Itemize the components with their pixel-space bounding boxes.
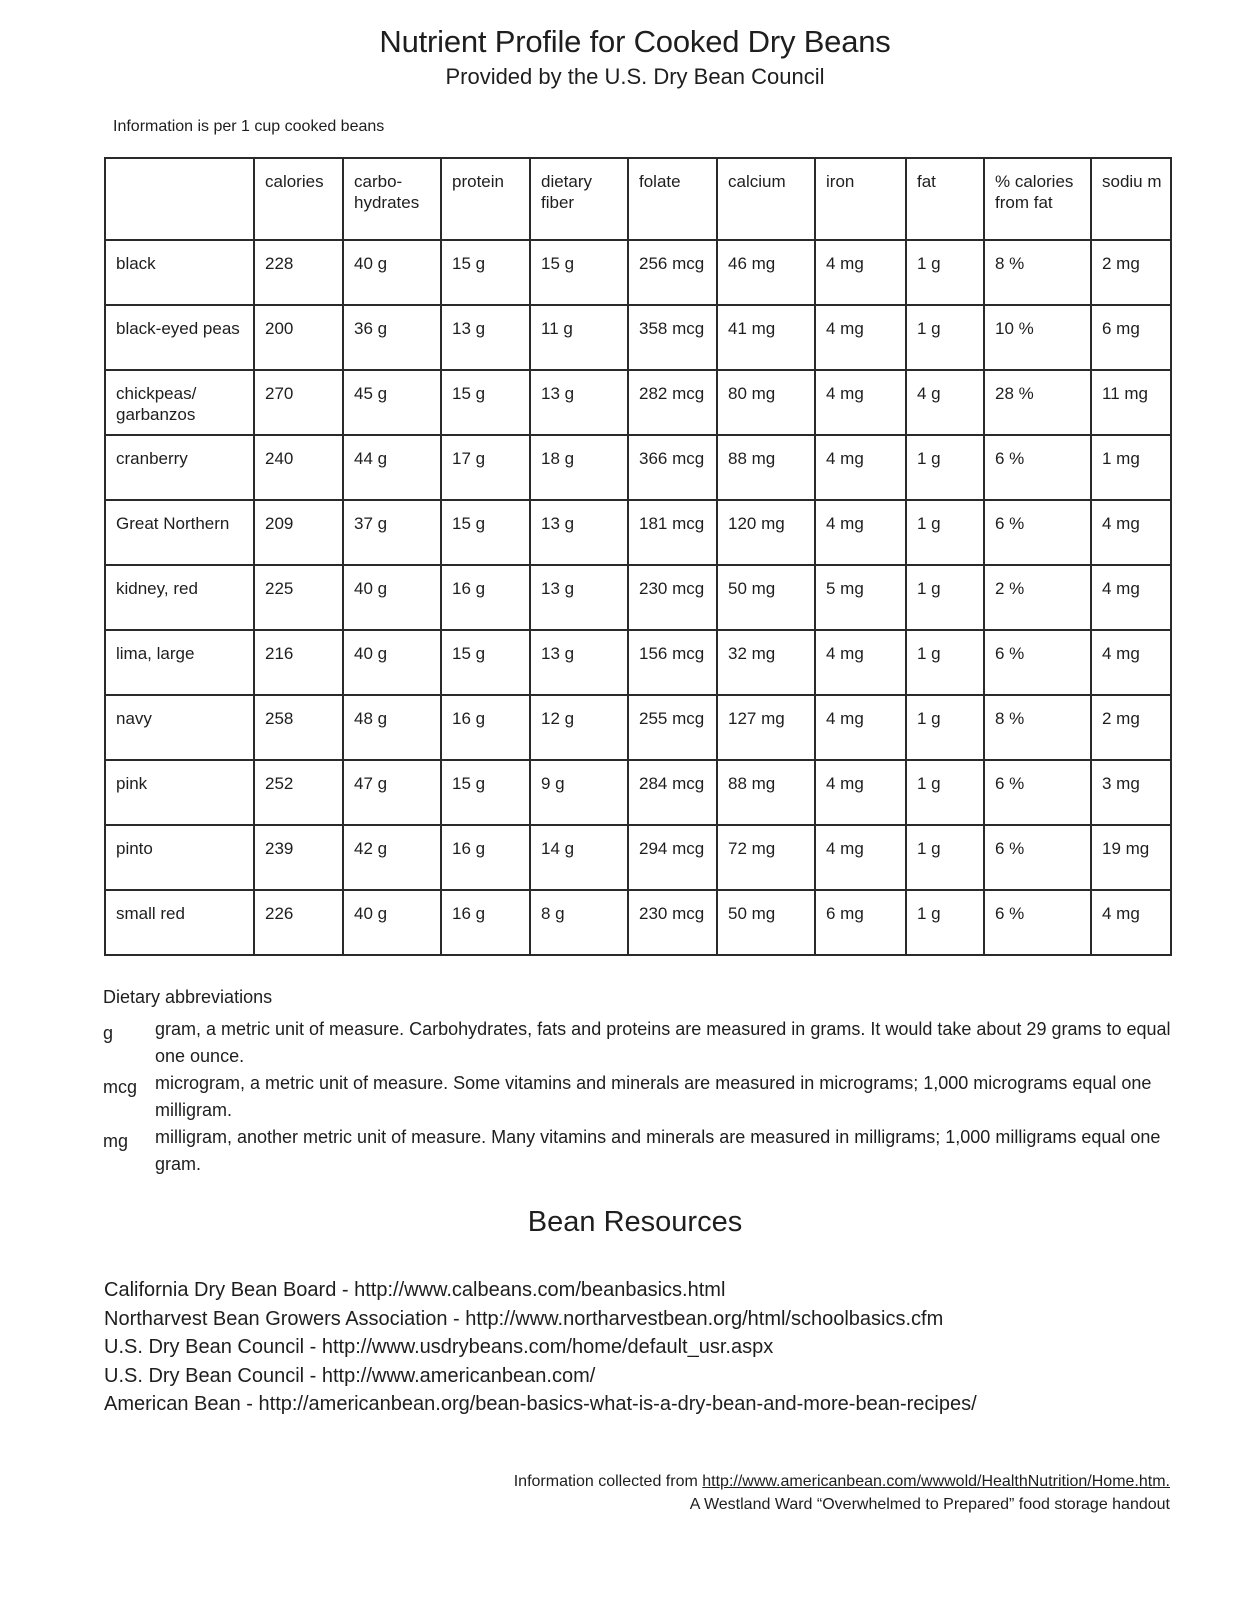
bean-name-cell: small red bbox=[105, 890, 254, 955]
nutrient-value-cell: 13 g bbox=[530, 500, 628, 565]
nutrient-value-cell: 72 mg bbox=[717, 825, 815, 890]
resource-link[interactable]: Northarvest Bean Growers Association - http://www.northarvestbean.org/html/schoolbasics.cfm bbox=[104, 1307, 944, 1330]
nutrient-value-cell: 4 mg bbox=[815, 240, 906, 305]
nutrient-value-cell: 6 % bbox=[984, 760, 1091, 825]
abbreviations-list bbox=[103, 1016, 1173, 1178]
nutrient-value-cell: 2 mg bbox=[1091, 240, 1171, 305]
handout-credit: A Westland Ward “Overwhelmed to Prepared” food storage handout bbox=[689, 1496, 1170, 1513]
resource-link[interactable]: U.S. Dry Bean Council - http://www.americanbean.com/ bbox=[104, 1364, 596, 1387]
nutrient-value-cell: 127 mg bbox=[717, 695, 815, 760]
column-header: folate bbox=[628, 158, 717, 240]
table-row bbox=[105, 890, 1171, 955]
nutrient-table bbox=[104, 157, 1172, 956]
nutrient-value-cell: 12 g bbox=[530, 695, 628, 760]
table-body bbox=[105, 240, 1171, 955]
nutrient-value-cell: 181 mcg bbox=[628, 500, 717, 565]
nutrient-value-cell: 4 mg bbox=[815, 435, 906, 500]
nutrient-value-cell: 1 g bbox=[906, 825, 984, 890]
abbreviation-item bbox=[103, 1016, 1173, 1070]
resources-list bbox=[104, 1276, 977, 1419]
nutrient-value-cell: 1 g bbox=[906, 630, 984, 695]
abbreviations-heading: Dietary abbreviations bbox=[103, 987, 273, 1007]
nutrient-value-cell: 5 mg bbox=[815, 565, 906, 630]
column-header: dietary fiber bbox=[530, 158, 628, 240]
bean-name-cell: kidney, red bbox=[105, 565, 254, 630]
resources-heading: Bean Resources bbox=[527, 1206, 743, 1238]
table-row bbox=[105, 760, 1171, 825]
source-prefix: Information collected from bbox=[513, 1473, 703, 1490]
nutrient-value-cell: 2 % bbox=[984, 565, 1091, 630]
resource-link[interactable]: California Dry Bean Board - http://www.calbeans.com/beanbasics.html bbox=[104, 1279, 726, 1301]
nutrient-value-cell: 6 % bbox=[984, 630, 1091, 695]
nutrient-value-cell: 1 g bbox=[906, 435, 984, 500]
nutrient-value-cell: 88 mg bbox=[717, 435, 815, 500]
nutrient-value-cell: 13 g bbox=[530, 565, 628, 630]
nutrient-value-cell: 156 mcg bbox=[628, 630, 717, 695]
nutrient-value-cell: 15 g bbox=[441, 760, 530, 825]
nutrient-value-cell: 37 g bbox=[343, 500, 441, 565]
nutrient-value-cell: 4 g bbox=[906, 370, 984, 435]
nutrient-value-cell: 209 bbox=[254, 500, 343, 565]
nutrient-value-cell: 28 % bbox=[984, 370, 1091, 435]
resource-link[interactable]: U.S. Dry Bean Council - http://www.usdrybeans.com/home/default_usr.aspx bbox=[104, 1336, 774, 1358]
column-header: calories bbox=[254, 158, 343, 240]
column-header: calcium bbox=[717, 158, 815, 240]
nutrient-value-cell: 120 mg bbox=[717, 500, 815, 565]
nutrient-value-cell: 270 bbox=[254, 370, 343, 435]
table-row bbox=[105, 370, 1171, 435]
nutrient-value-cell: 16 g bbox=[441, 825, 530, 890]
nutrient-value-cell: 4 mg bbox=[815, 370, 906, 435]
table-row bbox=[105, 500, 1171, 565]
nutrient-value-cell: 42 g bbox=[343, 825, 441, 890]
source-credit bbox=[514, 1470, 1170, 1493]
nutrient-value-cell: 16 g bbox=[441, 565, 530, 630]
nutrient-value-cell: 200 bbox=[254, 305, 343, 370]
nutrient-value-cell: 1 g bbox=[906, 890, 984, 955]
nutrient-value-cell: 239 bbox=[254, 825, 343, 890]
nutrient-value-cell: 1 g bbox=[906, 240, 984, 305]
table-row bbox=[105, 630, 1171, 695]
bean-name-cell: cranberry bbox=[105, 435, 254, 500]
nutrient-value-cell: 50 mg bbox=[717, 890, 815, 955]
column-header: sodiu m bbox=[1091, 158, 1171, 240]
nutrient-value-cell: 45 g bbox=[343, 370, 441, 435]
nutrient-value-cell: 40 g bbox=[343, 630, 441, 695]
nutrient-value-cell: 13 g bbox=[441, 305, 530, 370]
nutrient-value-cell: 13 g bbox=[530, 630, 628, 695]
nutrient-value-cell: 8 % bbox=[984, 695, 1091, 760]
nutrient-value-cell: 230 mcg bbox=[628, 565, 717, 630]
footer bbox=[514, 1470, 1170, 1516]
table-row bbox=[105, 435, 1171, 500]
nutrient-value-cell: 9 g bbox=[530, 760, 628, 825]
nutrient-value-cell: 14 g bbox=[530, 825, 628, 890]
abbreviation-item bbox=[103, 1124, 1173, 1178]
nutrient-value-cell: 2 mg bbox=[1091, 695, 1171, 760]
abbreviation-definition: microgram, a metric unit of measure. Some vitamins and minerals are measured in micrograms; 1,000 micrograms equal one milligram. bbox=[155, 1073, 1152, 1120]
nutrient-value-cell: 216 bbox=[254, 630, 343, 695]
nutrient-value-cell: 4 mg bbox=[815, 305, 906, 370]
nutrient-value-cell: 228 bbox=[254, 240, 343, 305]
nutrient-value-cell: 15 g bbox=[441, 240, 530, 305]
bean-name-cell: pinto bbox=[105, 825, 254, 890]
bean-name-cell: navy bbox=[105, 695, 254, 760]
abbreviation-term: g bbox=[103, 1023, 114, 1043]
table-row bbox=[105, 695, 1171, 760]
nutrient-value-cell: 366 mcg bbox=[628, 435, 717, 500]
nutrient-value-cell: 230 mcg bbox=[628, 890, 717, 955]
nutrient-value-cell: 4 mg bbox=[815, 760, 906, 825]
abbreviation-term: mcg bbox=[103, 1077, 138, 1097]
nutrient-value-cell: 255 mcg bbox=[628, 695, 717, 760]
nutrient-value-cell: 6 % bbox=[984, 435, 1091, 500]
nutrient-value-cell: 48 g bbox=[343, 695, 441, 760]
nutrient-value-cell: 11 g bbox=[530, 305, 628, 370]
serving-note: Information is per 1 cup cooked beans bbox=[113, 118, 385, 135]
bean-name-cell: lima, large bbox=[105, 630, 254, 695]
nutrient-value-cell: 41 mg bbox=[717, 305, 815, 370]
abbreviation-definition: gram, a metric unit of measure. Carbohydrates, fats and proteins are measured in grams. It would take about 29 grams to equal one ounce. bbox=[155, 1019, 1171, 1066]
nutrient-value-cell: 16 g bbox=[441, 695, 530, 760]
source-link[interactable]: http://www.americanbean.com/wwwold/HealthNutrition/Home.htm. bbox=[702, 1473, 1170, 1490]
bean-name-cell: chickpeas/ garbanzos bbox=[105, 370, 254, 435]
nutrient-value-cell: 47 g bbox=[343, 760, 441, 825]
column-header-bean bbox=[105, 158, 254, 240]
nutrient-value-cell: 358 mcg bbox=[628, 305, 717, 370]
nutrient-value-cell: 46 mg bbox=[717, 240, 815, 305]
nutrient-value-cell: 1 g bbox=[906, 305, 984, 370]
nutrient-value-cell: 1 g bbox=[906, 565, 984, 630]
nutrient-value-cell: 4 mg bbox=[815, 825, 906, 890]
nutrient-value-cell: 252 bbox=[254, 760, 343, 825]
nutrient-value-cell: 3 mg bbox=[1091, 760, 1171, 825]
nutrient-value-cell: 40 g bbox=[343, 565, 441, 630]
table-row bbox=[105, 825, 1171, 890]
nutrient-value-cell: 1 g bbox=[906, 695, 984, 760]
nutrient-value-cell: 36 g bbox=[343, 305, 441, 370]
nutrient-value-cell: 240 bbox=[254, 435, 343, 500]
table-row bbox=[105, 565, 1171, 630]
bean-name-cell: Great Northern bbox=[105, 500, 254, 565]
column-header: % calories from fat bbox=[984, 158, 1091, 240]
nutrient-value-cell: 16 g bbox=[441, 890, 530, 955]
nutrient-value-cell: 4 mg bbox=[815, 500, 906, 565]
nutrient-value-cell: 11 mg bbox=[1091, 370, 1171, 435]
column-header: protein bbox=[441, 158, 530, 240]
page-title: Nutrient Profile for Cooked Dry Beans bbox=[379, 24, 891, 59]
page-subtitle: Provided by the U.S. Dry Bean Council bbox=[445, 64, 825, 89]
nutrient-value-cell: 50 mg bbox=[717, 565, 815, 630]
abbreviation-definition: milligram, another metric unit of measure. Many vitamins and minerals are measured in milligrams; 1,000 milligrams equal one gram. bbox=[155, 1127, 1161, 1174]
nutrient-value-cell: 8 % bbox=[984, 240, 1091, 305]
nutrient-value-cell: 6 % bbox=[984, 890, 1091, 955]
nutrient-value-cell: 17 g bbox=[441, 435, 530, 500]
column-header: carbo- hydrates bbox=[343, 158, 441, 240]
bean-name-cell: black-eyed peas bbox=[105, 305, 254, 370]
resource-link[interactable]: American Bean - http://americanbean.org/bean-basics-what-is-a-dry-bean-and-more-bean-recipes/ bbox=[104, 1393, 977, 1415]
nutrient-value-cell: 284 mcg bbox=[628, 760, 717, 825]
nutrient-value-cell: 225 bbox=[254, 565, 343, 630]
nutrient-value-cell: 13 g bbox=[530, 370, 628, 435]
column-header: fat bbox=[906, 158, 984, 240]
nutrient-value-cell: 6 mg bbox=[1091, 305, 1171, 370]
bean-name-cell: black bbox=[105, 240, 254, 305]
nutrient-value-cell: 1 g bbox=[906, 500, 984, 565]
nutrient-value-cell: 19 mg bbox=[1091, 825, 1171, 890]
abbreviation-term: mg bbox=[103, 1131, 129, 1151]
nutrient-value-cell: 6 % bbox=[984, 825, 1091, 890]
nutrient-value-cell: 294 mcg bbox=[628, 825, 717, 890]
nutrient-value-cell: 80 mg bbox=[717, 370, 815, 435]
nutrient-value-cell: 10 % bbox=[984, 305, 1091, 370]
nutrient-value-cell: 1 mg bbox=[1091, 435, 1171, 500]
nutrient-value-cell: 4 mg bbox=[1091, 565, 1171, 630]
nutrient-value-cell: 40 g bbox=[343, 240, 441, 305]
nutrient-value-cell: 6 mg bbox=[815, 890, 906, 955]
nutrient-value-cell: 4 mg bbox=[1091, 630, 1171, 695]
nutrient-value-cell: 1 g bbox=[906, 760, 984, 825]
nutrient-value-cell: 4 mg bbox=[1091, 500, 1171, 565]
nutrient-value-cell: 15 g bbox=[441, 500, 530, 565]
nutrient-value-cell: 226 bbox=[254, 890, 343, 955]
nutrient-value-cell: 4 mg bbox=[815, 695, 906, 760]
nutrient-value-cell: 18 g bbox=[530, 435, 628, 500]
nutrient-value-cell: 258 bbox=[254, 695, 343, 760]
table-row bbox=[105, 240, 1171, 305]
nutrient-value-cell: 15 g bbox=[441, 630, 530, 695]
nutrient-value-cell: 40 g bbox=[343, 890, 441, 955]
abbreviation-item bbox=[103, 1070, 1173, 1124]
nutrient-value-cell: 15 g bbox=[530, 240, 628, 305]
table-row bbox=[105, 305, 1171, 370]
nutrient-value-cell: 4 mg bbox=[1091, 890, 1171, 955]
nutrient-value-cell: 6 % bbox=[984, 500, 1091, 565]
nutrient-value-cell: 88 mg bbox=[717, 760, 815, 825]
nutrient-value-cell: 4 mg bbox=[815, 630, 906, 695]
bean-name-cell: pink bbox=[105, 760, 254, 825]
nutrient-value-cell: 44 g bbox=[343, 435, 441, 500]
nutrient-value-cell: 256 mcg bbox=[628, 240, 717, 305]
table-header-row bbox=[105, 158, 1171, 240]
nutrient-value-cell: 282 mcg bbox=[628, 370, 717, 435]
column-header: iron bbox=[815, 158, 906, 240]
nutrient-value-cell: 15 g bbox=[441, 370, 530, 435]
nutrient-value-cell: 8 g bbox=[530, 890, 628, 955]
nutrient-value-cell: 32 mg bbox=[717, 630, 815, 695]
